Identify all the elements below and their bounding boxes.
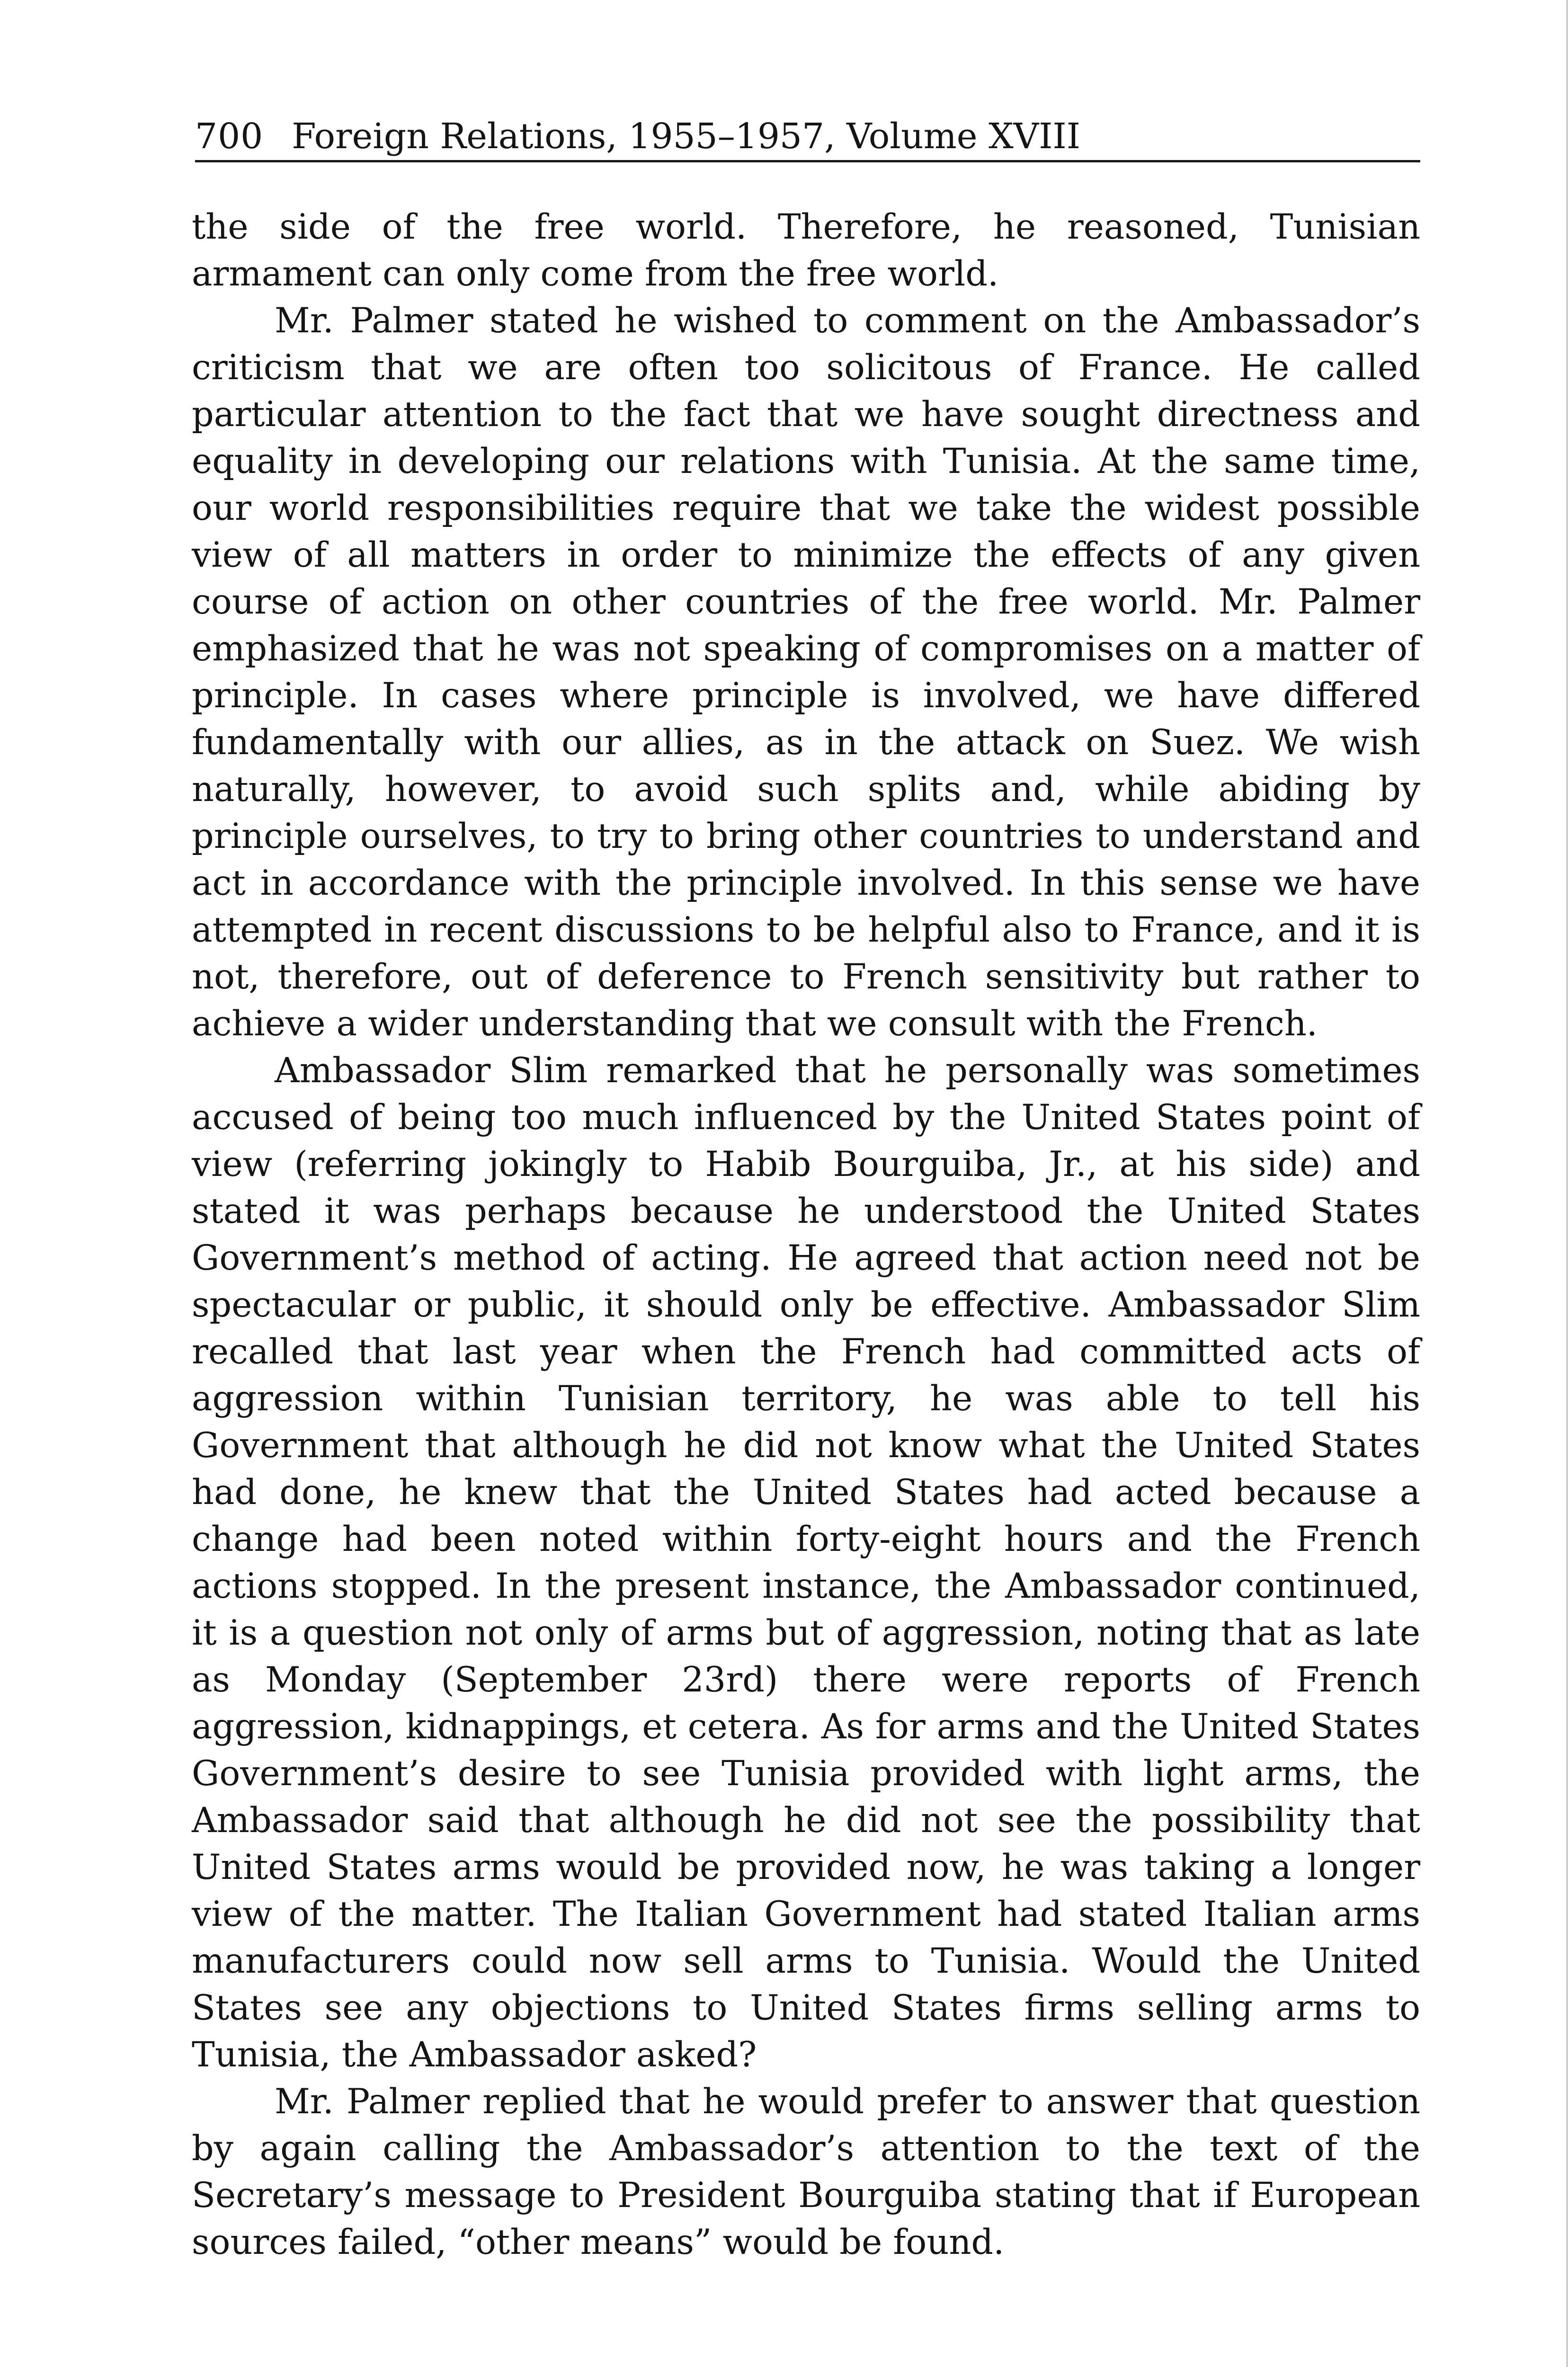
volume-title: Foreign Relations, 1955–1957, Volume XVIII	[292, 116, 1080, 157]
paragraph-palmer-reply: Mr. Palmer replied that he would prefer to answer that question by again calling the Ambassador’s attention to the text of the Secretary’s message to President Bourguiba stating that if European sources failed, “other means” would be found.	[192, 2082, 1420, 2262]
scan-edge-line	[1566, 0, 1568, 2367]
body-text	[192, 204, 1420, 2266]
page-number: 700	[195, 116, 264, 157]
paragraph-continued: the side of the free world. Therefore, he reasoned, Tunisian armament can only come from the free world.	[192, 207, 1420, 294]
paragraph-slim-remarks: Ambassador Slim remarked that he personally was sometimes accused of being too much influenced by the United States point of view (referring jokingly to Habib Bourguiba, Jr., at his side) and stated it was perhaps because he understood the United States Government’s method of acting. He agreed that action need not be spectacular or public, it should only be effective. Ambassador Slim recalled that last year when the French had committed acts of aggression within Tunisian territory, he was able to tell his Government that although he did not know what the United States had done, he knew that the United States had acted because a change had been noted within forty-eight hours and the French actions stopped. In the present instance, the Ambassador continued, it is a question not only of arms but of aggression, noting that as late as Monday (September 23rd) there were reports of French aggression, kidnappings, et cetera. As for arms and the United States Government’s desire to see Tunisia provided with light arms, the Ambassador said that although he did not see the possibility that United States arms would be provided now, he was taking a longer view of the matter. The Italian Government had stated Italian arms manufacturers could now sell arms to Tunisia. Would the United States see any objections to United States firms selling arms to Tunisia, the Ambassador asked?	[192, 1050, 1420, 2075]
running-head	[195, 113, 1420, 162]
paragraph-palmer-comment: Mr. Palmer stated he wished to comment on the Ambassador’s criticism that we are often too solicitous of France. He called particular attention to the fact that we have sought directness and equality in developing our relations with Tunisia. At the same time, our world responsibilities require that we take the widest possible view of all matters in order to minimize the effects of any given course of action on other countries of the free world. Mr. Palmer emphasized that he was not speaking of compromises on a matter of principle. In cases where principle is involved, we have differed fundamentally with our allies, as in the attack on Suez. We wish naturally, however, to avoid such splits and, while abiding by principle ourselves, to try to bring other countries to understand and act in accordance with the principle involved. In this sense we have attempted in recent discussions to be helpful also to France, and it is not, therefore, out of deference to French sensitivity but rather to achieve a wider understanding that we consult with the French.	[192, 301, 1420, 1044]
